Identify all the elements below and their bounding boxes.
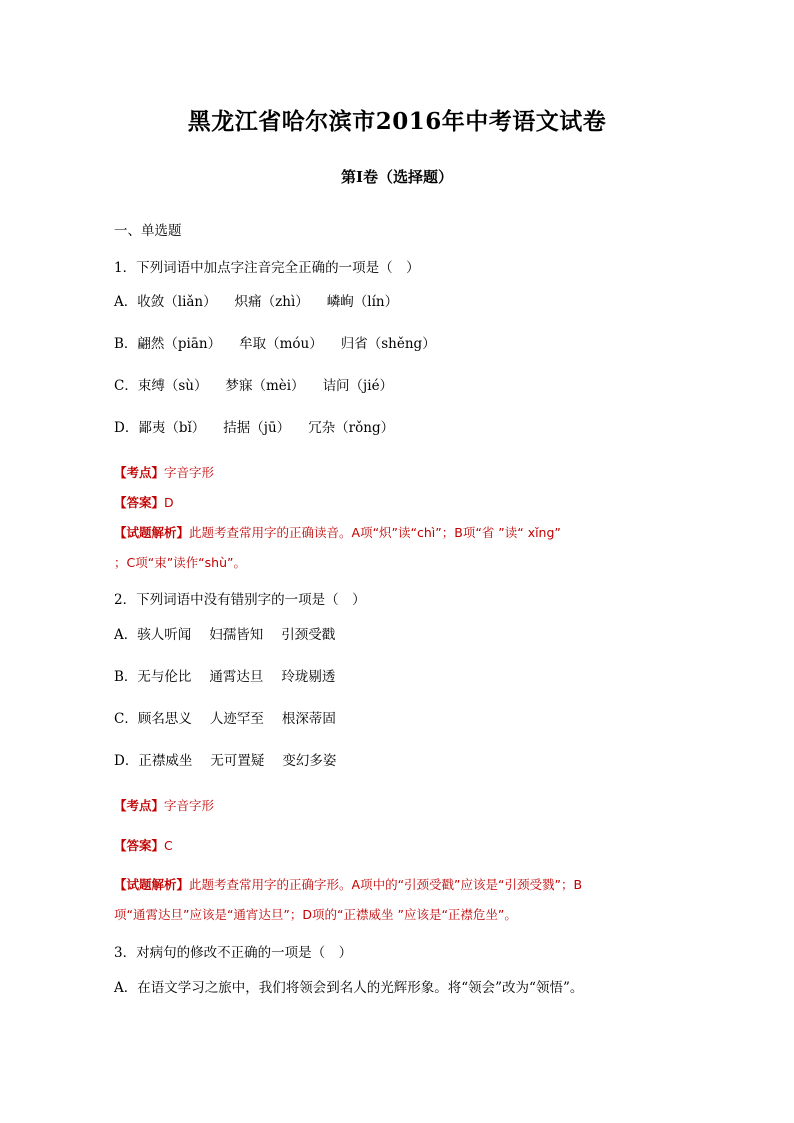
q3-option-a: A．在语文学习之旅中，我们将领会到名人的光辉形象。将“领会”改为“领悟”。 [114, 980, 584, 996]
section-subtitle: 第I卷（选择题） [340, 168, 454, 186]
q2-option-a: A．骇人听闻 妇孺皆知 引颈受戳 [114, 627, 336, 643]
q1-option-c: C．束缚（sù） 梦寐（mèi） 诘问（jié） [114, 378, 394, 394]
q2-answer: 【答案】C [114, 838, 173, 853]
q1-analysis-line-2: ；C项“束”读作“shù”。 [114, 555, 246, 570]
q2-kaodian: 【考点】字音字形 [114, 798, 215, 813]
q1-option-d: D．鄙夷（bǐ） 拮据（jū） 冗杂（rǒng） [114, 420, 395, 436]
question-2-stem: 2．下列词语中没有错别字的一项是（ ） [114, 592, 366, 608]
q1-option-a: A．收敛（liǎn） 炽痛（zhì） 嶙峋（lín） [114, 294, 399, 310]
q1-option-b: B．翩然（piān） 牟取（móu） 归省（shěng） [114, 336, 436, 352]
q2-analysis-line-1: 【试题解析】此题考查常用字的正确字形。A项中的“引颈受戳”应该是“引颈受戮”；B [114, 877, 583, 892]
q2-option-c: C．顾名思义 人迹罕至 根深蒂固 [114, 711, 336, 727]
q1-analysis-line-1: 【试题解析】此题考查常用字的正确读音。A项“炽”读“chì”；B项“省 ”读“ xǐng” [114, 525, 561, 540]
question-type-heading: 一、单选题 [114, 223, 182, 239]
q1-answer: 【答案】D [114, 495, 174, 510]
question-1-stem: 1．下列词语中加点字注音完全正确的一项是（ ） [114, 260, 420, 276]
q2-analysis-line-2: 项“通霄达旦”应该是“通宵达旦”；D项的“正襟威坐 ”应该是“正襟危坐”。 [114, 907, 517, 922]
q1-kaodian: 【考点】字音字形 [114, 465, 215, 480]
q2-option-d: D．正襟威坐 无可置疑 变幻多姿 [114, 753, 337, 769]
q2-option-b: B．无与伦比 通霄达旦 玲珑剔透 [114, 669, 336, 685]
exam-title: 黑龙江省哈尔滨市2016年中考语文试卷 [187, 108, 607, 135]
question-3-stem: 3．对病句的修改不正确的一项是（ ） [114, 945, 353, 961]
